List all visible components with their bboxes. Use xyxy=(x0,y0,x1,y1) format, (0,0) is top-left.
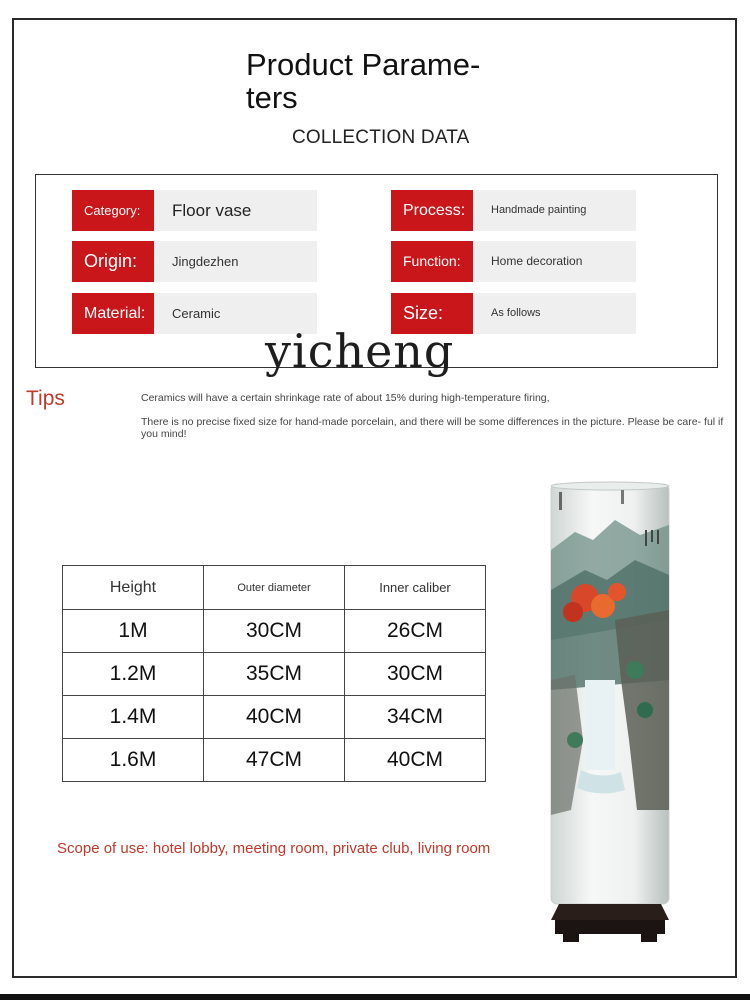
page-title: Product Parame- ters xyxy=(246,47,481,115)
param-category-label: Category: xyxy=(72,190,154,231)
table-row xyxy=(63,739,486,782)
watermark-text: yicheng xyxy=(265,324,455,378)
param-material-value: Ceramic xyxy=(154,293,317,334)
bottom-bar xyxy=(0,994,750,1000)
cell-inner-caliber: 30CM xyxy=(345,653,486,696)
cell-outer-diameter: 35CM xyxy=(204,653,345,696)
cell-inner-caliber: 34CM xyxy=(345,696,486,739)
param-process xyxy=(391,190,636,231)
cell-height: 1.2M xyxy=(63,653,204,696)
table-row xyxy=(63,653,486,696)
param-category xyxy=(72,190,317,231)
size-table-header xyxy=(63,566,486,610)
param-origin-value: Jingdezhen xyxy=(154,241,317,282)
tip-line-2: There is no precise fixed size for hand-made porcelain, and there will be some differences in the picture. Please be care- ful if you mind! xyxy=(141,416,724,440)
tip-line-1: Ceramics will have a certain shrinkage rate of about 15% during high-temperature firing, xyxy=(141,392,550,404)
param-function-label: Function: xyxy=(391,241,473,282)
header-height: Height xyxy=(63,566,204,610)
param-size-value: As follows xyxy=(473,293,636,334)
param-category-value: Floor vase xyxy=(154,190,317,231)
param-process-label: Process: xyxy=(391,190,473,231)
cell-inner-caliber: 26CM xyxy=(345,610,486,653)
cell-height: 1.6M xyxy=(63,739,204,782)
size-table xyxy=(62,565,486,782)
cell-outer-diameter: 47CM xyxy=(204,739,345,782)
cell-outer-diameter: 30CM xyxy=(204,610,345,653)
floor-vase-image xyxy=(545,480,681,950)
param-origin xyxy=(72,241,317,282)
param-function-value: Home decoration xyxy=(473,241,636,282)
param-size-label: Size: xyxy=(391,293,473,334)
cell-height: 1.4M xyxy=(63,696,204,739)
cell-outer-diameter: 40CM xyxy=(204,696,345,739)
tips-label: Tips xyxy=(26,387,65,410)
scope-of-use-text: Scope of use: hotel lobby, meeting room, private club, living room xyxy=(57,840,491,857)
param-material-label: Material: xyxy=(72,293,154,334)
header-outer-diameter: Outer diameter xyxy=(204,566,345,610)
page-subtitle: COLLECTION DATA xyxy=(292,127,470,148)
header-inner-caliber: Inner caliber xyxy=(345,566,486,610)
param-process-value: Handmade painting xyxy=(473,190,636,231)
table-row xyxy=(63,696,486,739)
cell-height: 1M xyxy=(63,610,204,653)
table-row xyxy=(63,610,486,653)
cell-inner-caliber: 40CM xyxy=(345,739,486,782)
param-function xyxy=(391,241,636,282)
param-origin-label: Origin: xyxy=(72,241,154,282)
